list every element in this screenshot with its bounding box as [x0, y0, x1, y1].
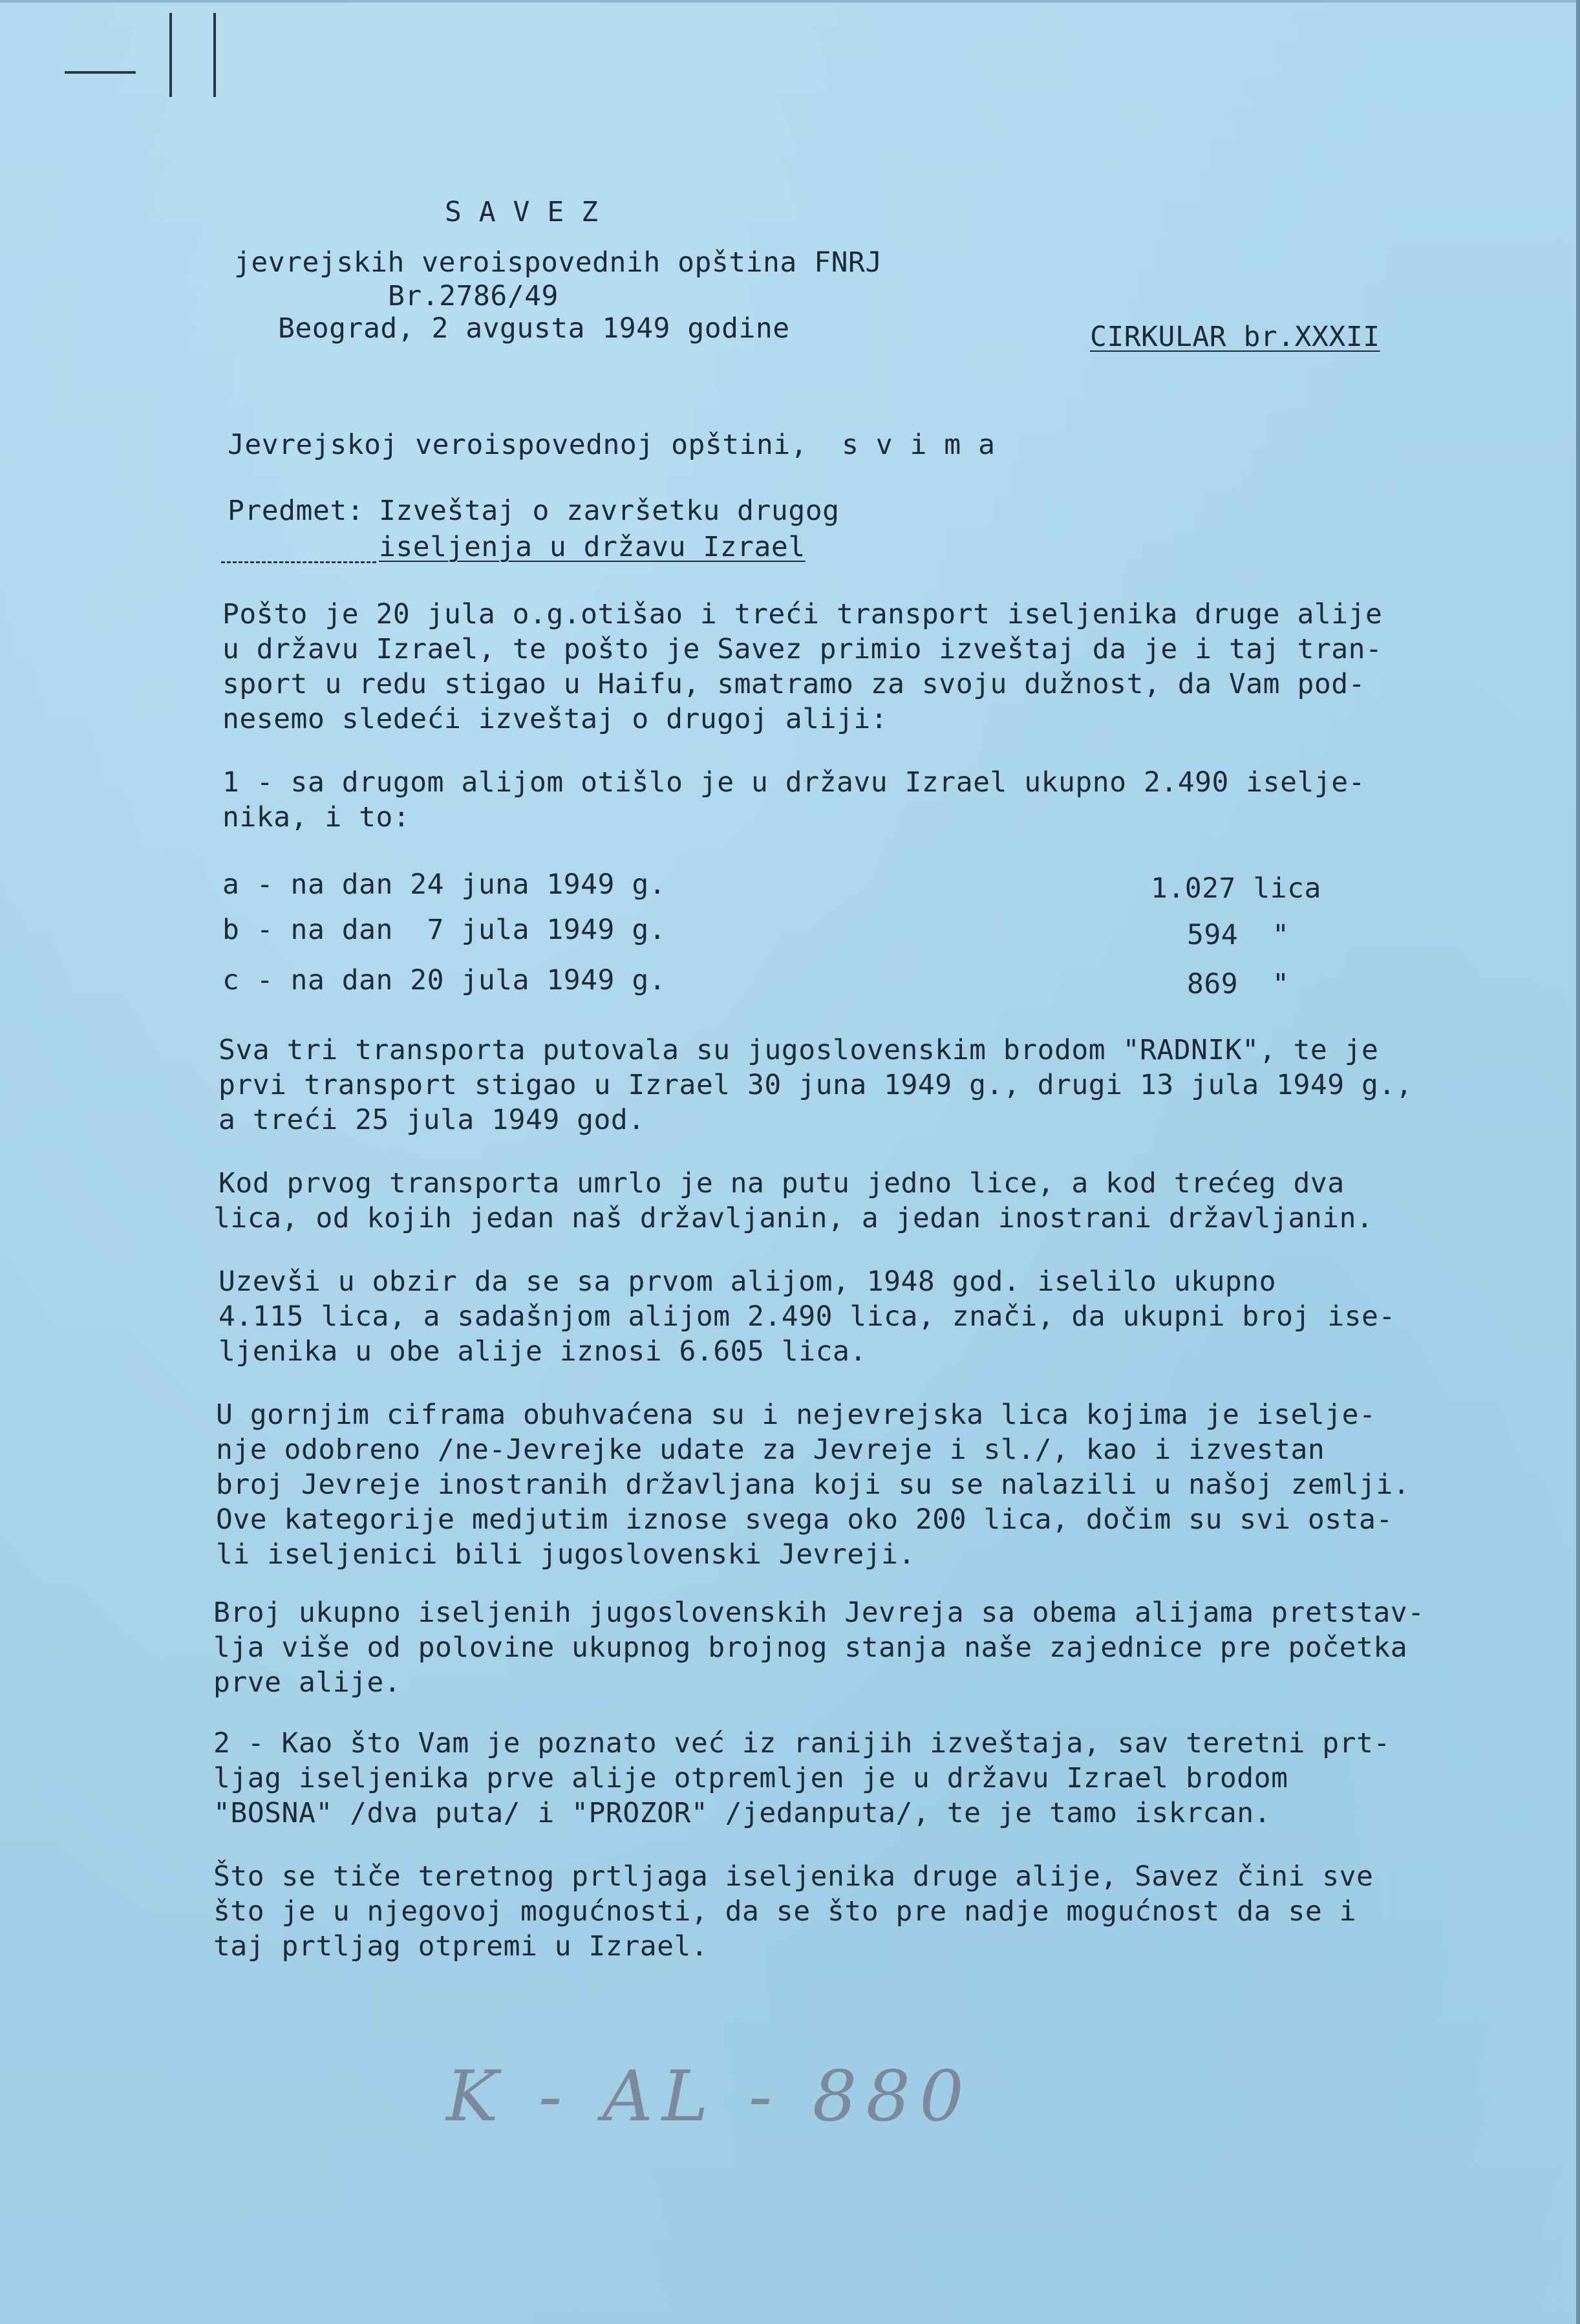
text-line: Pošto je 20 jula o.g.otišao i treći transport iseljenika druge alije	[222, 598, 1383, 630]
text-line: lja više od polovine ukupnog brojnog stanja naše zajednice pre početka	[213, 1631, 1408, 1664]
text-line: prve alije.	[213, 1666, 401, 1699]
text-line: nika, i to:	[222, 801, 411, 834]
org-title: S A V E Z	[445, 196, 599, 228]
text-line: Kod prvog transporta umrlo je na putu jedno lice, a kod trećeg dva	[219, 1167, 1345, 1200]
text-line: 2 - Kao što Vam je poznato već iz ranijih izveštaja, sav teretni prt-	[213, 1727, 1391, 1759]
transport-label-b: b - na dan 7 jula 1949 g.	[222, 914, 667, 946]
text-line: nje odobreno /ne-Jevrejke udate za Jevreje i sl./, kao i izvestan	[216, 1434, 1325, 1466]
margin-mark-vertical-2	[213, 13, 216, 97]
addressee: Jevrejskoj veroispovednoj opštini, s v i m a	[228, 429, 996, 461]
text-line: li iseljenici bili jugoslovenski Jevreji.	[216, 1538, 915, 1571]
text-line: "BOSNA" /dva puta/ i "PROZOR" /jedanputa/, te je tamo iskrcan.	[213, 1797, 1272, 1829]
handwritten-archive-note: K - AL - 880	[446, 2056, 973, 2137]
text-line: Uzevši u obzir da se sa prvom alijom, 1948 god. iselilo ukupno	[219, 1265, 1277, 1298]
text-line: Ove kategorije medjutim iznose svega oko 200 lica, dočim su svi osta-	[216, 1503, 1393, 1536]
text-line: ljag iseljenika prve alije otpremljen je u državu Izrael brodom	[213, 1762, 1288, 1794]
text-line: ljenika u obe alije iznosi 6.605 lica.	[219, 1335, 867, 1368]
transport-label-a: a - na dan 24 juna 1949 g.	[222, 868, 667, 901]
subject-line-2: iseljenja u državu Izrael	[379, 531, 806, 563]
transport-count-c: 869 "	[1187, 968, 1290, 1000]
reference-number: Br.2786/49	[388, 280, 559, 312]
page-top-edge	[0, 0, 1580, 3]
text-line: 1 - sa drugom alijom otišlo je u državu Izrael ukupno 2.490 iselje-	[222, 766, 1366, 799]
place-date: Beograd, 2 avgusta 1949 godine	[278, 312, 790, 345]
text-line: taj prtljag otpremi u Izrael.	[213, 1930, 709, 1963]
text-line: sport u redu stigao u Haifu, smatramo za svoju dužnost, da Vam pod-	[222, 668, 1366, 700]
org-subtitle: jevrejskih veroispovednih opština FNRJ	[234, 246, 882, 279]
text-line: u državu Izrael, te pošto je Savez primio izveštaj da je i taj tran-	[222, 633, 1383, 665]
subject-underline-lead	[221, 561, 376, 563]
text-line: broj Jevreje inostranih državljana koji su se nalazili u našoj zemlji.	[216, 1469, 1411, 1501]
subject-line-1: Izveštaj o završetku drugog	[379, 495, 840, 527]
text-line: Sva tri transporta putovala su jugoslovenskim brodom "RADNIK", te je	[219, 1034, 1379, 1066]
text-line: a treći 25 jula 1949 god.	[219, 1104, 645, 1136]
text-line: Broj ukupno iseljenih jugoslovenskih Jevreja sa obema alijama pretstav-	[213, 1597, 1425, 1629]
text-line: nesemo sledeći izveštaj o drugoj aliji:	[222, 703, 888, 735]
text-line: prvi transport stigao u Izrael 30 juna 1949 g., drugi 13 jula 1949 g.,	[219, 1069, 1413, 1101]
margin-mark-dash	[65, 71, 136, 74]
text-line: lica, od kojih jedan naš državljanin, a jedan inostrani državljanin.	[213, 1202, 1374, 1234]
text-line: U gornjim ciframa obuhvaćena su i nejevrejska lica kojima je iselje-	[216, 1399, 1376, 1431]
transport-count-a: 1.027 lica	[1151, 872, 1321, 905]
margin-mark-vertical-1	[169, 13, 172, 97]
circular-number: CIRKULAR br.XXXII	[1090, 321, 1380, 353]
text-line: Što se tiče teretnog prtljaga iseljenika druge alije, Savez čini sve	[213, 1860, 1374, 1893]
subject-label: Predmet:	[228, 495, 365, 527]
transport-label-c: c - na dan 20 jula 1949 g.	[222, 964, 667, 996]
text-line: 4.115 lica, a sadašnjom alijom 2.490 lica, znači, da ukupni broj ise-	[219, 1300, 1396, 1333]
text-line: što je u njegovoj mogućnosti, da se što pre nadje mogućnost da se i	[213, 1895, 1357, 1928]
transport-count-b: 594 "	[1187, 919, 1290, 951]
page-right-edge	[1576, 0, 1580, 2324]
